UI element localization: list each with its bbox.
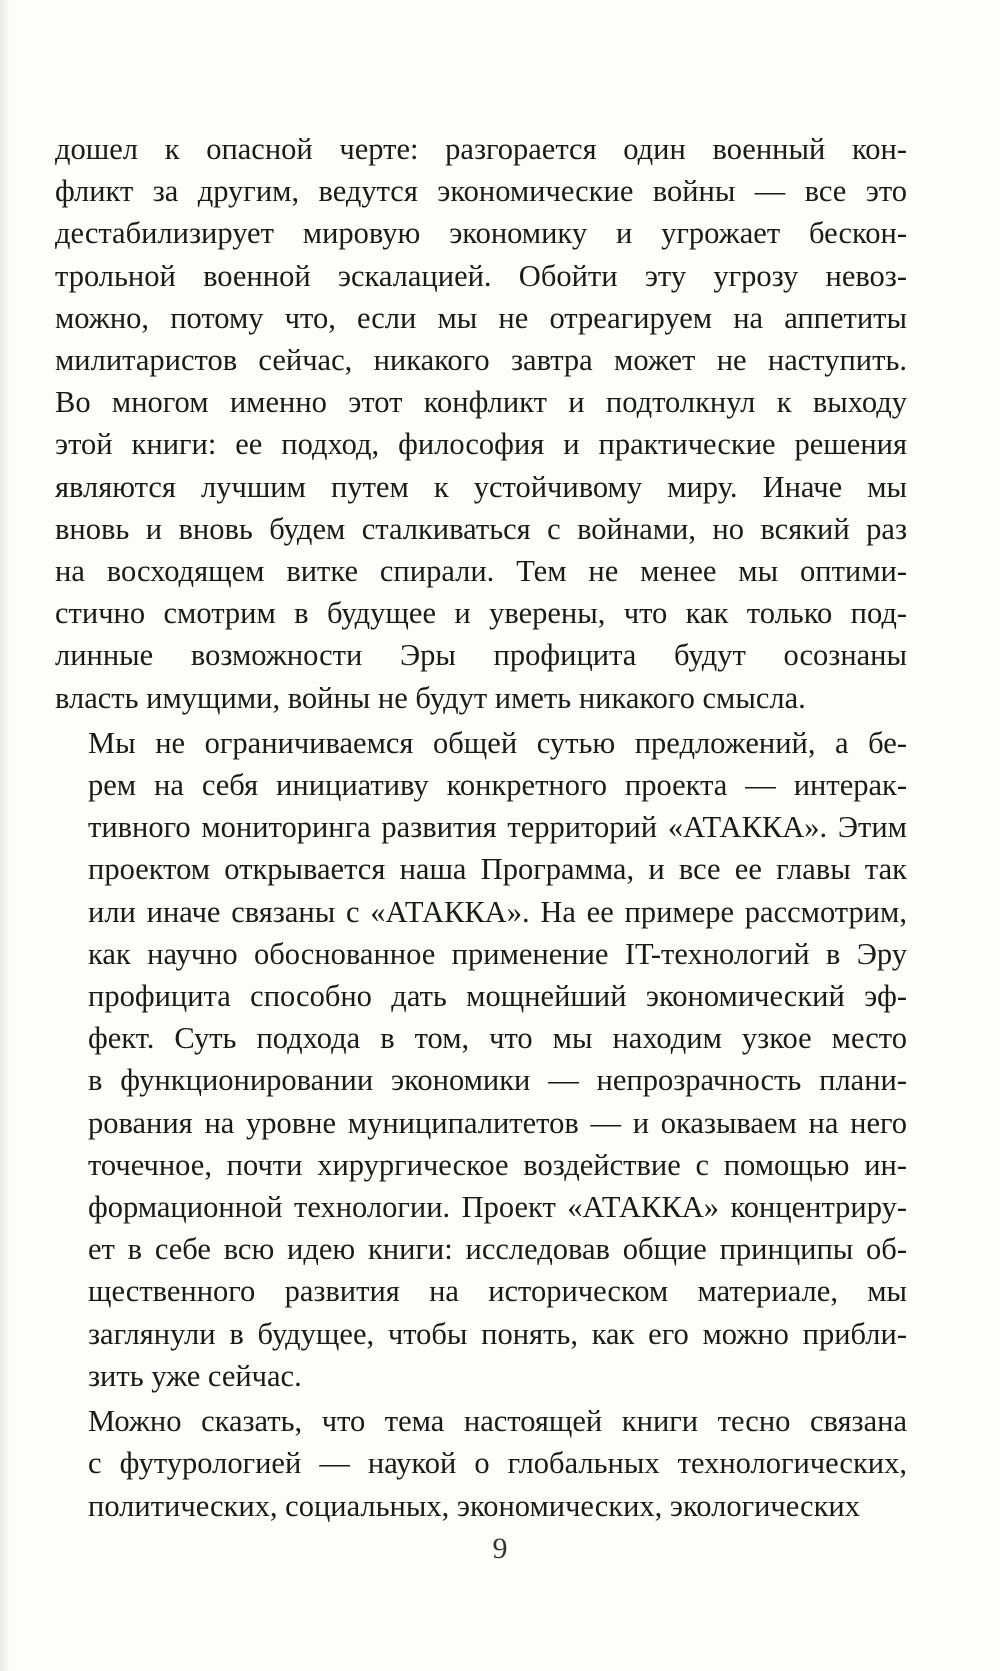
text-line: тивного мониторинга развития территорий «АТАККА». Этим <box>88 810 907 845</box>
text-line: власть имущими, войны не будут иметь никакого смысла. <box>55 680 806 715</box>
text-line: фликт за другим, ведутся экономические войны — все это <box>55 174 907 209</box>
text-line: этой книги: ее подход, философия и практические решения <box>55 427 907 462</box>
page-body <box>55 128 907 1527</box>
text-line: стично смотрим в будущее и уверены, что как только под- <box>55 596 907 631</box>
text-line: дошел к опасной черте: разгорается один военный кон- <box>55 132 907 166</box>
text-line: Мы не ограничиваемся общей сутью предложений, а бе- <box>88 725 907 760</box>
page-number: 9 <box>492 1532 508 1565</box>
paragraph-1 <box>55 128 907 719</box>
text-line: Можно сказать, что тема настоящей книги тесно связана <box>88 1404 907 1439</box>
text-line: в функционировании экономики — непрозрачность плани- <box>88 1063 907 1098</box>
text-line: заглянули в будущее, чтобы понять, как его можно прибли- <box>88 1316 907 1351</box>
text-line: вновь и вновь будем сталкиваться с войнами, но всякий раз <box>55 511 907 546</box>
text-line: с футурологией — наукой о глобальных технологических, <box>88 1446 907 1481</box>
text-line: политических, социальных, экономических, экологических <box>88 1488 860 1523</box>
page-edge-shadow <box>0 0 10 1671</box>
text-line: профицита способно дать мощнейший экономический эф- <box>88 979 907 1014</box>
text-line: зить уже сейчас. <box>88 1358 302 1393</box>
text-line: фект. Суть подхода в том, что мы находим узкое место <box>88 1021 907 1056</box>
text-line: дестабилизирует мировую экономику и угрожает бескон- <box>55 216 907 251</box>
text-line: рования на уровне муниципалитетов — и оказываем на него <box>88 1105 907 1140</box>
text-line: являются лучшим путем к устойчивому миру. Иначе мы <box>55 469 907 504</box>
text-line: или иначе связаны с «АТАККА». На ее примере рассмотрим, <box>88 894 907 929</box>
text-line: рем на себя инициативу конкретного проекта — интерак- <box>88 768 907 803</box>
text-line: Во многом именно этот конфликт и подтолкнул к выходу <box>55 385 907 420</box>
text-line: можно, потому что, если мы не отреагируем на аппетиты <box>55 300 907 335</box>
text-line: формационной технологии. Проект «АТАККА» концентриру- <box>88 1190 907 1225</box>
text-line: точечное, почти хирургическое воздействие с помощью ин- <box>88 1147 907 1182</box>
paragraph-2 <box>55 722 907 1397</box>
text-line: на восходящем витке спирали. Тем не менее мы оптими- <box>55 554 907 589</box>
paragraph-3 <box>55 1400 907 1527</box>
text-line: как научно обоснованное применение IT-технологий в Эру <box>88 936 907 971</box>
text-line: щественного развития на историческом материале, мы <box>88 1274 907 1309</box>
text-line: проектом открывается наша Программа, и все ее главы так <box>88 852 907 887</box>
text-line: трольной военной эскалацией. Обойти эту угрозу невоз- <box>55 258 907 293</box>
text-line: ет в себе всю идею книги: исследовав общие принципы об- <box>88 1232 907 1267</box>
text-line: милитаристов сейчас, никакого завтра может не наступить. <box>55 343 907 378</box>
text-line: линные возможности Эры профицита будут осознаны <box>55 638 907 673</box>
